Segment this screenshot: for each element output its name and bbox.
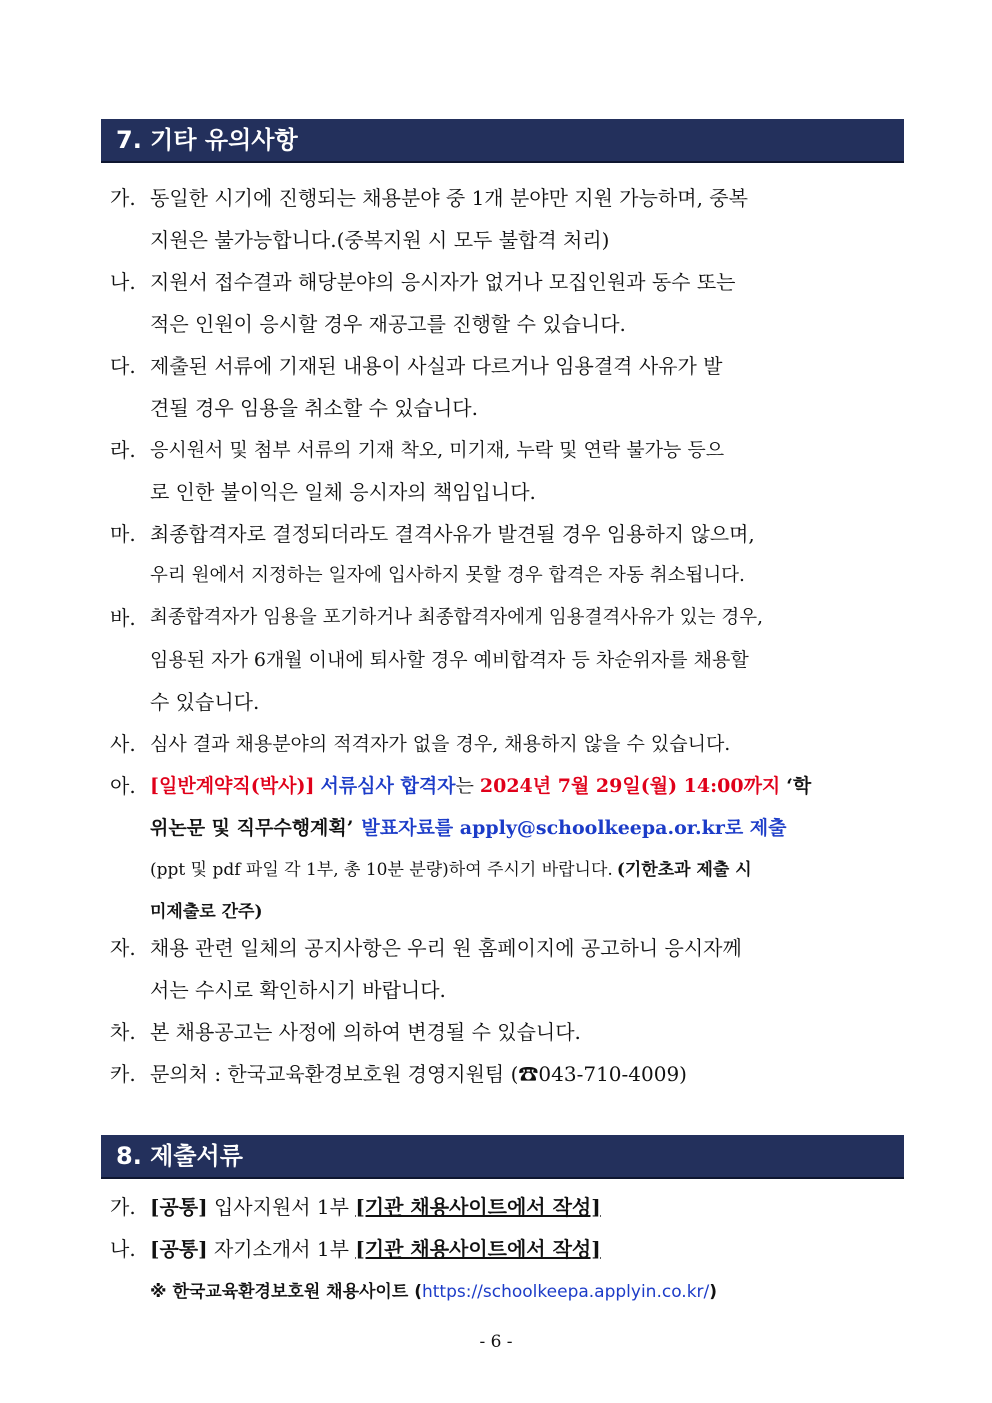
item-marker: 카. bbox=[110, 1062, 136, 1086]
item-text: 적은 인원이 응시할 경우 재공고를 진행할 수 있습니다. bbox=[150, 312, 626, 336]
list-item bbox=[110, 513, 898, 597]
section-8-header bbox=[101, 1135, 904, 1179]
item-text: 위논문 및 직무수행계획’ bbox=[150, 817, 354, 839]
item-text: 최종합격자로 결정되더라도 결격사유가 발견될 경우 임용하지 않으며, bbox=[150, 522, 755, 546]
item-text: 미제출로 간주) bbox=[150, 902, 263, 922]
list-item bbox=[110, 927, 898, 1011]
list-item bbox=[110, 177, 898, 261]
contract-type: [일반계약직(박사)] bbox=[150, 775, 315, 797]
list-item bbox=[110, 261, 898, 345]
doc-name: 입사지원서 1부 bbox=[213, 1195, 349, 1219]
item-text: 동일한 시기에 진행되는 채용분야 중 1개 분야만 지원 가능하며, 중복 bbox=[150, 186, 748, 210]
item-marker: 차. bbox=[110, 1020, 136, 1044]
page-number: - 6 - bbox=[479, 1332, 513, 1352]
item-text: 수 있습니다. bbox=[150, 690, 260, 714]
list-item bbox=[110, 1053, 898, 1095]
item-marker: 가. bbox=[110, 1195, 136, 1219]
item-marker: 마. bbox=[110, 522, 136, 546]
doc-tag: [공통] bbox=[150, 1195, 208, 1219]
passer-label: 서류심사 합격자 bbox=[320, 775, 456, 797]
doc-name: 자기소개서 1부 bbox=[213, 1237, 349, 1261]
item-text: 지원은 불가능합니다.(중복지원 시 모두 불합격 처리) bbox=[150, 228, 610, 252]
section-7-title: 7. 기타 유의사항 bbox=[116, 126, 298, 154]
list-item bbox=[110, 597, 898, 723]
list-item bbox=[110, 1186, 898, 1228]
list-item bbox=[110, 345, 898, 429]
note-text: ) bbox=[709, 1282, 718, 1302]
deadline: 2024년 7월 29일(월) 14:00까지 bbox=[479, 775, 781, 797]
item-text: (ppt 및 pdf 파일 각 1부, 총 10분 분량)하여 주시기 바랍니다. bbox=[150, 860, 613, 880]
section-7-header bbox=[101, 119, 904, 163]
item-marker: 나. bbox=[110, 1237, 136, 1261]
item-text: (기한초과 제출 시 bbox=[616, 860, 752, 880]
item-text: 우리 원에서 지정하는 일자에 입사하지 못할 경우 합격은 자동 취소됩니다. bbox=[150, 565, 745, 586]
submission-email: 발표자료를 apply@schoolkeepa.or.kr로 제출 bbox=[361, 817, 787, 839]
item-marker: 자. bbox=[110, 936, 136, 960]
recruit-site-link[interactable]: https://schoolkeepa.applyin.co.kr/ bbox=[421, 1282, 710, 1302]
recruit-site-note bbox=[150, 1278, 717, 1306]
item-text: 본 채용공고는 사정에 의하여 변경될 수 있습니다. bbox=[150, 1020, 581, 1044]
item-marker: 나. bbox=[110, 270, 136, 294]
item-marker: 다. bbox=[110, 354, 136, 378]
item-text: 는 bbox=[455, 775, 474, 797]
item-text: 제출된 서류에 기재된 내용이 사실과 다르거나 임용결격 사유가 발 bbox=[150, 354, 723, 378]
doc-where: [기관 채용사이트에서 작성] bbox=[355, 1237, 601, 1261]
list-item bbox=[110, 1228, 898, 1270]
item-text: 최종합격자가 임용을 포기하거나 최종합격자에게 임용결격사유가 있는 경우, bbox=[150, 607, 764, 628]
list-item bbox=[110, 1011, 898, 1053]
doc-tag: [공통] bbox=[150, 1237, 208, 1261]
item-marker: 사. bbox=[110, 732, 136, 756]
item-text: 지원서 접수결과 해당분야의 응시자가 없거나 모집인원과 동수 또는 bbox=[150, 270, 736, 294]
item-text: ‘학 bbox=[786, 775, 812, 797]
note-text: ※ 한국교육환경보호원 채용사이트 ( bbox=[150, 1282, 422, 1302]
item-text: 견될 경우 임용을 취소할 수 있습니다. bbox=[150, 396, 478, 420]
contact-info: 문의처 : 한국교육환경보호원 경영지원팀 (☎043-710-4009) bbox=[150, 1062, 687, 1086]
list-item bbox=[110, 723, 898, 765]
list-item-highlight bbox=[110, 765, 898, 933]
doc-where: [기관 채용사이트에서 작성] bbox=[355, 1195, 601, 1219]
item-marker: 가. bbox=[110, 186, 136, 210]
item-marker: 라. bbox=[110, 438, 136, 462]
item-text: 임용된 자가 6개월 이내에 퇴사할 경우 예비합격자 등 차순위자를 채용할 bbox=[150, 649, 749, 671]
item-text: 서는 수시로 확인하시기 바랍니다. bbox=[150, 978, 446, 1002]
item-text: 로 인한 불이익은 일체 응시자의 책임입니다. bbox=[150, 480, 536, 504]
list-item bbox=[110, 429, 898, 513]
item-marker: 아. bbox=[110, 774, 136, 798]
item-text: 응시원서 및 첨부 서류의 기재 착오, 미기재, 누락 및 연락 불가능 등으 bbox=[150, 439, 725, 461]
item-text: 채용 관련 일체의 공지사항은 우리 원 홈페이지에 공고하니 응시자께 bbox=[150, 936, 742, 960]
item-marker: 바. bbox=[110, 606, 136, 630]
section-8-title: 8. 제출서류 bbox=[116, 1142, 243, 1170]
item-text: 심사 결과 채용분야의 적격자가 없을 경우, 채용하지 않을 수 있습니다. bbox=[150, 733, 731, 755]
